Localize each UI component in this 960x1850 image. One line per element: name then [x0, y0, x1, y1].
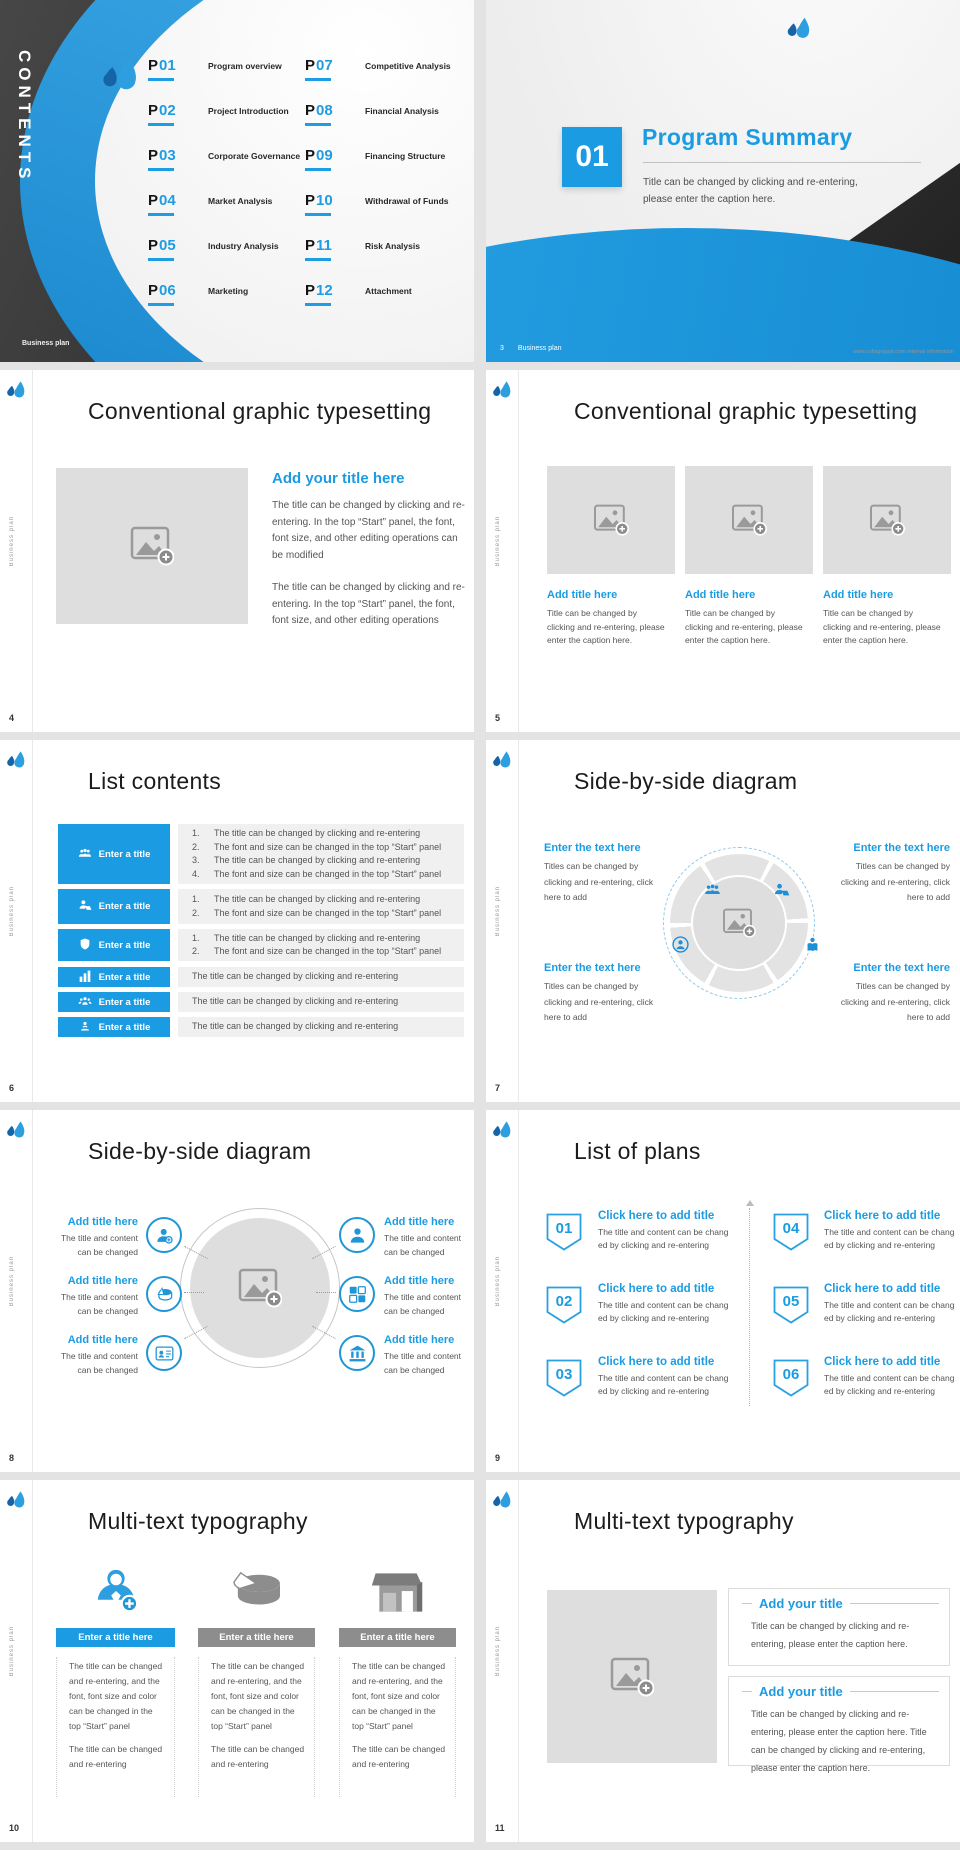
brand-drop-logo-icon	[492, 1490, 514, 1510]
toc-item-p09[interactable]: P 09 Financing Structure	[305, 148, 333, 193]
box-heading: Add your title	[742, 1684, 939, 1699]
toc-item-p01[interactable]: P 01 Program overview	[148, 58, 176, 103]
toc-item-p07[interactable]: P 07 Competitive Analysis	[305, 58, 333, 103]
rail-label: Business plan	[495, 1256, 501, 1307]
list-panel: The title can be changed by clicking and re-entering	[178, 967, 464, 987]
people-icon	[704, 881, 721, 898]
typography-column	[198, 1560, 315, 1797]
toc-column-right	[305, 57, 451, 328]
toc-underline	[148, 78, 174, 81]
toc-underline	[148, 258, 174, 261]
image-placeholder[interactable]	[685, 466, 813, 574]
slide-thumb-list-contents[interactable]	[0, 740, 474, 1102]
add-image-icon	[238, 1268, 282, 1308]
brand-drop-logo-icon	[101, 56, 143, 94]
plan-number-badge: 04	[773, 1213, 809, 1251]
footer	[500, 345, 562, 352]
column-heading: Add title here	[547, 589, 618, 601]
slide-title: Side-by-side diagram	[88, 1138, 312, 1164]
page-number: 8	[9, 1453, 15, 1463]
column-caption: Title can be changed by clicking and re-entering, please enter the caption here.	[685, 608, 803, 645]
enter-title-button[interactable]: Enter a title	[58, 992, 170, 1012]
toc-item-p03[interactable]: P 03 Corporate Governance	[148, 148, 176, 193]
person-laptop-icon	[773, 881, 790, 898]
person-desk-icon	[78, 899, 92, 914]
footer-url: www.collagegypt.com internal information	[852, 349, 954, 355]
slide-thumb-typeset-2[interactable]	[486, 370, 960, 732]
toc-underline	[305, 78, 331, 81]
plan-item[interactable]: Click here to add title The title and content can be chang ed by clicking and re-entering	[824, 1210, 955, 1250]
plan-number-badge: 03	[546, 1359, 582, 1397]
nurse-icon	[56, 1560, 175, 1624]
support-icon	[78, 1020, 92, 1035]
toc-item-p08[interactable]: P 08 Financial Analysis	[305, 103, 333, 148]
rail-label: Business plan	[9, 516, 15, 567]
shield-icon	[78, 938, 92, 953]
toc-item-p06[interactable]: P 06 Marketing	[148, 283, 176, 328]
box-heading: Add your title	[742, 1596, 939, 1611]
toc-item-p12[interactable]: P 12 Attachment	[305, 283, 333, 328]
image-placeholder[interactable]	[56, 468, 248, 624]
rail-divider	[32, 370, 33, 732]
plan-number-badge: 06	[773, 1359, 809, 1397]
enter-title-bar[interactable]: Enter a title here	[198, 1628, 315, 1647]
hub-text-block: Add title here The title and content can be changed	[60, 1275, 138, 1316]
rail-divider	[32, 740, 33, 1102]
toc-item-p04[interactable]: P 04 Market Analysis	[148, 193, 176, 238]
ring-text-block: Enter the text here Titles can be changed by clicking and re-entering, click here to add	[840, 962, 950, 1022]
enter-title-bar[interactable]: Enter a title here	[339, 1628, 456, 1647]
plan-item[interactable]: Click here to add title The title and content can be chang ed by clicking and re-entering	[598, 1356, 729, 1396]
image-caption-column	[547, 466, 675, 648]
hub-text-block: Add title here The title and content can be changed	[384, 1216, 462, 1257]
toc-underline	[305, 258, 331, 261]
toc-item-p05[interactable]: P 05 Industry Analysis	[148, 238, 176, 283]
toc-underline	[148, 123, 174, 126]
rail-label: Business plan	[9, 886, 15, 937]
hub-text-block: Add title here The title and content can be changed	[384, 1275, 462, 1316]
title-caption-box[interactable]	[728, 1588, 950, 1666]
slide-title: Multi-text typography	[574, 1508, 794, 1534]
list-row	[58, 824, 464, 884]
add-image-icon	[731, 504, 767, 536]
list-row	[58, 929, 464, 961]
list-row	[58, 992, 464, 1012]
add-image-icon	[130, 526, 174, 566]
slide-title: Multi-text typography	[88, 1508, 308, 1534]
rail-divider	[518, 740, 519, 1102]
content-heading: Add your title here	[272, 470, 405, 487]
add-image-icon	[610, 1657, 654, 1697]
slide-thumb-multitext-1[interactable]	[0, 1480, 474, 1842]
box-body: Title can be changed by clicking and re-entering, please enter the caption here. Title can be changed by clicking and re-entering, please enter the caption here.	[751, 1709, 927, 1773]
image-caption-column	[685, 466, 813, 648]
column-body: The title can be changed and re-entering, and the font, font size and color can be changed in the top “Start” panel The title can be changed and re-entering	[56, 1657, 175, 1797]
plan-item[interactable]: Click here to add title The title and content can be chang ed by clicking and re-entering	[824, 1283, 955, 1323]
id-card-icon	[146, 1335, 182, 1371]
brand-drop-logo-icon	[786, 16, 814, 41]
pie-3d-icon	[198, 1560, 315, 1624]
plan-number-badge: 02	[546, 1286, 582, 1324]
rail-divider	[518, 1480, 519, 1842]
column-heading: Add title here	[685, 589, 756, 601]
plan-number-badge: 01	[546, 1213, 582, 1251]
bar-chart-icon	[78, 970, 92, 985]
toc-underline	[305, 213, 331, 216]
enter-title-bar[interactable]: Enter a title here	[56, 1628, 175, 1647]
page-number: 5	[495, 713, 501, 723]
ring-text-block: Enter the text here Titles can be changed by clicking and re-entering, click here to add	[544, 962, 654, 1022]
column-body: The title can be changed and re-entering, and the font, font size and color can be changed in the top “Start” panel The title can be changed and re-entering	[339, 1657, 456, 1797]
pie-3d-icon	[146, 1276, 182, 1312]
column-body: The title can be changed and re-entering, and the font, font size and color can be changed in the top “Start” panel The title can be changed and re-entering	[198, 1657, 315, 1797]
list-panel: The title can be changed by clicking and re-entering	[178, 992, 464, 1012]
add-image-icon	[869, 504, 905, 536]
image-placeholder[interactable]	[190, 1218, 330, 1358]
column-heading: Add title here	[823, 589, 894, 601]
page-number: 11	[495, 1823, 505, 1833]
bank-icon	[339, 1335, 375, 1371]
list-panel: 1. The title can be changed by clicking and re-entering 2. The font and size can be changed in the top “Start” panel	[178, 889, 464, 924]
team-icon	[78, 995, 92, 1010]
list-panel: 1. The title can be changed by clicking and re-entering 2. The font and size can be changed in the top “Start” panel 3. The title can be changed by clicking and re-entering 4. The font and size can be changed in the top “Start” panel	[178, 824, 464, 884]
slide-thumb-typeset-1[interactable]	[0, 370, 474, 732]
connector-line	[316, 1292, 336, 1293]
puzzle-icon	[339, 1276, 375, 1312]
store-icon	[339, 1560, 456, 1624]
rail-label: Business plan	[9, 1626, 15, 1677]
brand-drop-logo-icon	[492, 380, 514, 400]
brand-drop-logo-icon	[6, 1120, 28, 1140]
column-caption: Title can be changed by clicking and re-entering, please enter the caption here.	[823, 608, 941, 645]
slide-thumb-plans[interactable]	[486, 1110, 960, 1472]
plan-number-badge: 05	[773, 1286, 809, 1324]
slide-thumb-contents[interactable]	[0, 0, 474, 362]
typography-column	[56, 1560, 175, 1797]
person-book-icon	[804, 936, 821, 953]
ring-text-block: Enter the text here Titles can be changed by clicking and re-entering, click here to add	[840, 842, 950, 902]
plan-item[interactable]: Click here to add title The title and content can be chang ed by clicking and re-entering	[598, 1283, 729, 1323]
plan-item[interactable]: Click here to add title The title and content can be chang ed by clicking and re-entering	[598, 1210, 729, 1250]
toc-underline	[148, 303, 174, 306]
title-divider	[643, 162, 921, 163]
title-caption-box[interactable]	[728, 1676, 950, 1773]
brand-drop-logo-icon	[492, 750, 514, 770]
footer-label: Business plan	[22, 340, 70, 347]
footer-label: Business plan	[517, 345, 562, 352]
toc-column-left	[148, 57, 301, 328]
toc-underline	[148, 213, 174, 216]
section-number-box: 01	[562, 127, 622, 187]
image-caption-column	[823, 466, 951, 648]
rail-label: Business plan	[9, 1256, 15, 1307]
blue-wave-shape	[486, 228, 960, 362]
slide-title: Conventional graphic typesetting	[88, 398, 432, 424]
footer-page-number: 3	[500, 345, 504, 352]
rail-divider	[518, 370, 519, 732]
toc-underline	[305, 303, 331, 306]
rail-divider	[518, 1110, 519, 1472]
rail-label: Business plan	[495, 1626, 501, 1677]
image-placeholder[interactable]	[823, 466, 951, 574]
brand-drop-logo-icon	[6, 1490, 28, 1510]
contents-vertical-title: CONTENTS	[15, 50, 34, 184]
page-number: 9	[495, 1453, 501, 1463]
image-placeholder[interactable]	[547, 466, 675, 574]
slide-title: List of plans	[574, 1138, 701, 1164]
slide-title: List contents	[88, 768, 222, 794]
enter-title-button[interactable]: Enter a title	[58, 824, 170, 884]
user-circle-icon	[672, 936, 689, 953]
column-caption: Title can be changed by clicking and re-entering, please enter the caption here.	[547, 608, 665, 645]
toc-item-p11[interactable]: P 11 Risk Analysis	[305, 238, 333, 283]
rail-divider	[32, 1480, 33, 1842]
content-body	[272, 498, 468, 630]
toc-item-p02[interactable]: P 02 Project Introduction	[148, 103, 176, 148]
list-row	[58, 1017, 464, 1037]
enter-title-button[interactable]: Enter a title	[58, 889, 170, 924]
meeting-icon	[78, 847, 92, 862]
image-placeholder[interactable]	[547, 1590, 717, 1763]
rail-label: Business plan	[495, 516, 501, 567]
ring-text-block: Enter the text here Titles can be changed by clicking and re-entering, click here to add	[544, 842, 654, 902]
slide-thumb-hub-diagram[interactable]	[0, 1110, 474, 1472]
toc-underline	[148, 168, 174, 171]
list-row	[58, 889, 464, 924]
paragraph: The title can be changed by clicking and re-entering. In the top “Start” panel, the font, font size, and other editing operations	[272, 582, 465, 626]
hub-text-block: Add title here The title and content can be changed	[60, 1216, 138, 1257]
brand-drop-logo-icon	[492, 1120, 514, 1140]
dotted-divider	[749, 1208, 750, 1406]
rail-label: Business plan	[495, 886, 501, 937]
hub-text-block: Add title here The title and content can be changed	[384, 1334, 462, 1375]
list-panel: 1. The title can be changed by clicking and re-entering 2. The font and size can be changed in the top “Start” panel	[178, 929, 464, 961]
hub-text-block: Add title here The title and content can be changed	[60, 1334, 138, 1375]
divider-arrow-icon	[746, 1200, 754, 1206]
brand-drop-logo-icon	[6, 380, 28, 400]
person-plus-icon	[146, 1217, 182, 1253]
page-number: 6	[9, 1083, 15, 1093]
slide-thumb-section[interactable]	[486, 0, 960, 362]
slide-title: Conventional graphic typesetting	[574, 398, 918, 424]
typography-column	[339, 1560, 456, 1797]
enter-title-button[interactable]: Enter a title	[58, 967, 170, 987]
paragraph: The title can be changed by clicking and re-entering. In the top “Start” panel, the font, font size, and other editing operations can be modified	[272, 500, 465, 561]
page-number: 10	[9, 1823, 20, 1833]
box-body: Title can be changed by clicking and re-entering, please enter the caption here.	[751, 1621, 910, 1649]
slide-thumb-ring-diagram[interactable]	[486, 740, 960, 1102]
enter-title-button[interactable]: Enter a title	[58, 1017, 170, 1037]
add-image-icon	[593, 504, 629, 536]
add-image-icon	[722, 908, 756, 938]
page-number: 4	[9, 713, 15, 723]
page-number: 7	[495, 1083, 501, 1093]
plan-item[interactable]: Click here to add title The title and content can be chang ed by clicking and re-entering	[824, 1356, 955, 1396]
toc-item-p10[interactable]: P 10 Withdrawal of Funds	[305, 193, 333, 238]
slide-thumb-multitext-2[interactable]	[486, 1480, 960, 1842]
list-row	[58, 967, 464, 987]
person-icon	[339, 1217, 375, 1253]
section-caption: Title can be changed by clicking and re-entering, please enter the caption here.	[643, 177, 858, 205]
brand-drop-logo-icon	[6, 750, 28, 770]
toc-underline	[305, 168, 331, 171]
toc-underline	[305, 123, 331, 126]
enter-title-button[interactable]: Enter a title	[58, 929, 170, 961]
slide-title: Side-by-side diagram	[574, 768, 798, 794]
section-title: Program Summary	[642, 124, 853, 150]
connector-line	[184, 1292, 204, 1293]
list-panel: The title can be changed by clicking and re-entering	[178, 1017, 464, 1037]
